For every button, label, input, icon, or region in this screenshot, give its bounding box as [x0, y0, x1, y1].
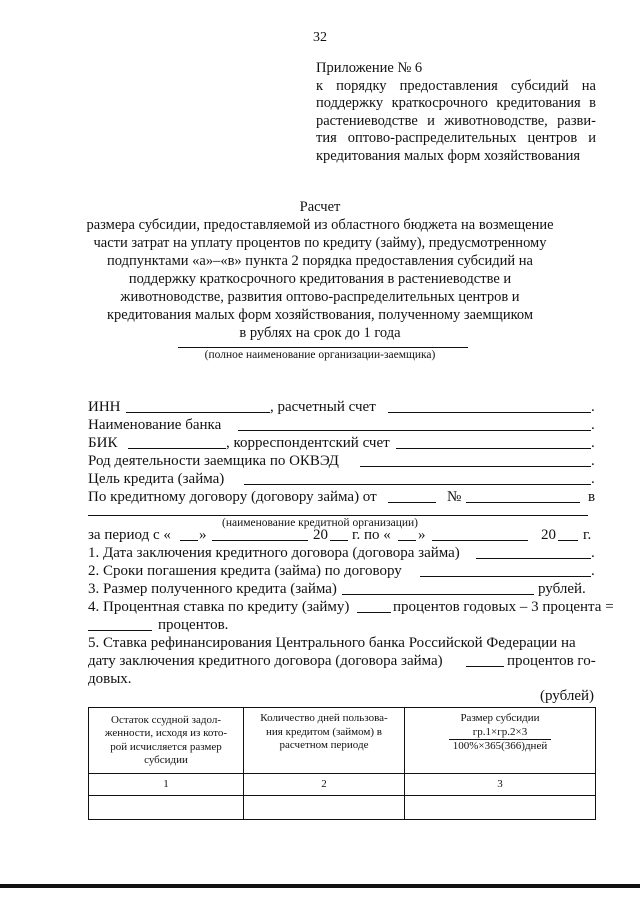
page-number: 32 — [313, 30, 327, 45]
period-to-month-field[interactable] — [432, 540, 528, 541]
period-to-year-field[interactable] — [558, 540, 578, 541]
item3-label: 3. Размер полученного кредита (займа) — [88, 581, 337, 597]
period-mark: . — [591, 563, 595, 579]
heading-line: части затрат на уплату процентов по кредиту (займу), предусмотренному — [93, 235, 547, 251]
period-mark: . — [591, 399, 595, 415]
goal-field[interactable] — [244, 484, 591, 485]
item5-rate-field[interactable] — [466, 666, 504, 667]
appendix-line: тия оптово-распределительных центров и — [316, 130, 596, 146]
period-mark: . — [591, 471, 595, 487]
period-to-label: г. по « — [352, 527, 391, 543]
year-prefix: 20 — [313, 527, 328, 543]
appendix-line: поддержку краткосрочного кредитования в — [316, 95, 596, 111]
item4-middle: процентов годовых – 3 процента = — [393, 599, 614, 615]
period-from-label: за период с « — [88, 527, 171, 543]
item4-result-field[interactable] — [88, 630, 152, 631]
heading-line: кредитования малых форм хозяйствования, полученному заемщиком — [106, 307, 534, 323]
in-word: в — [588, 489, 596, 505]
item2-field[interactable] — [420, 576, 591, 577]
table-cell-subsidy[interactable] — [405, 796, 596, 820]
table-row — [89, 796, 596, 820]
item3-unit: рублей. — [538, 581, 586, 597]
item5-line1: 5. Ставка рефинансирования Центрального банка Российской Федерации на — [88, 635, 576, 651]
heading-line: в рублях на срок до 1 года — [239, 325, 401, 341]
period-from-year-field[interactable] — [330, 540, 348, 541]
table-number-row — [89, 774, 596, 796]
formula-denominator: 100%×365(366)дней — [452, 740, 548, 752]
appendix-line: к порядку предоставления субсидий на — [316, 77, 596, 94]
period-from-month-field[interactable] — [212, 540, 308, 541]
number-sign: № — [447, 489, 462, 505]
corr-account-label: , корреспондентский счет — [226, 435, 390, 451]
account-field[interactable] — [388, 412, 591, 413]
heading-line: размера субсидии, предоставляемой из областного бюджета на возмещение — [86, 217, 554, 233]
contract-label: По кредитному договору (договору займа) от — [88, 489, 377, 505]
appendix-line: растениеводстве и животноводстве, разви- — [316, 112, 596, 129]
item2-label: 2. Сроки погашения кредита (займа) по договору — [88, 563, 402, 579]
corr-account-field[interactable] — [396, 448, 591, 449]
org-name-line — [178, 347, 468, 348]
goal-label: Цель кредита (займа) — [88, 471, 225, 487]
org-name-caption: (полное наименование организации-заемщика) — [204, 349, 436, 361]
table-cell-days[interactable] — [244, 796, 405, 820]
period-from-day-field[interactable] — [180, 540, 198, 541]
page-bottom-border — [0, 884, 640, 888]
quote-close: » — [199, 527, 207, 543]
appendix-block — [316, 60, 596, 165]
quote-close: » — [418, 527, 426, 543]
period-mark: . — [591, 435, 595, 451]
table-header-row — [89, 708, 596, 774]
column-number: 3 — [405, 774, 596, 796]
table-unit: (рублей) — [540, 688, 595, 704]
credit-org-caption: (наименование кредитной организации) — [221, 517, 419, 529]
bank-name-field[interactable] — [238, 430, 591, 431]
table-header-cell: Остаток ссудной задол- женности, исходя из кото- рой исчисляется размер субсидии — [89, 708, 244, 774]
contract-date-field[interactable] — [388, 502, 436, 503]
item4-rate-field[interactable] — [357, 612, 391, 613]
bik-field[interactable] — [128, 448, 226, 449]
table-header-cell-formula — [405, 708, 596, 774]
period-mark: . — [591, 453, 595, 469]
period-to-day-field[interactable] — [398, 540, 416, 541]
column-number: 2 — [244, 774, 405, 796]
heading-title: Расчет — [299, 199, 341, 215]
item5-line2-end: процентов го- — [507, 653, 596, 669]
table-header-cell: Количество дней пользова- ния кредитом (займом) в расчетном периоде — [244, 708, 405, 774]
heading-line: животноводстве, развития оптово-распределительных центров и — [120, 289, 520, 305]
subsidy-table — [88, 707, 596, 820]
heading-line: подпунктами «а»–«в» пункта 2 порядка предоставления субсидий на — [107, 253, 533, 269]
formula-numerator: гр.1×гр.2×3 — [449, 726, 551, 741]
year-suffix: г. — [583, 527, 592, 543]
column-number: 1 — [89, 774, 244, 796]
table-cell-balance[interactable] — [89, 796, 244, 820]
okved-label: Род деятельности заемщика по ОКВЭД — [88, 453, 339, 469]
heading-line: поддержку краткосрочного кредитования в растениеводстве и — [128, 271, 512, 287]
item1-label: 1. Дата заключения кредитного договора (договора займа) — [88, 545, 460, 561]
okved-field[interactable] — [360, 466, 591, 467]
bik-label: БИК — [88, 435, 118, 451]
item5-line2: дату заключения кредитного договора (договора займа) — [88, 653, 443, 669]
document-heading — [60, 198, 580, 342]
appendix-title: Приложение № 6 — [316, 60, 423, 76]
table-header-label: Размер субсидии — [460, 712, 540, 724]
period-mark: . — [591, 545, 595, 561]
item5-line3: довых. — [88, 671, 132, 687]
contract-number-field[interactable] — [466, 502, 580, 503]
item3-field[interactable] — [342, 594, 534, 595]
bank-name-label: Наименование банка — [88, 417, 222, 433]
appendix-line: кредитования малых форм хозяйствования — [316, 147, 581, 164]
item4-label: 4. Процентная ставка по кредиту (займу) — [88, 599, 350, 615]
year-prefix: 20 — [541, 527, 556, 543]
subsidy-formula — [449, 726, 551, 754]
inn-label: ИНН — [88, 399, 121, 415]
period-mark: . — [591, 417, 595, 433]
account-label: , расчетный счет — [270, 399, 376, 415]
inn-field[interactable] — [126, 412, 270, 413]
item1-field[interactable] — [476, 558, 591, 559]
item4-unit: процентов. — [158, 617, 229, 633]
